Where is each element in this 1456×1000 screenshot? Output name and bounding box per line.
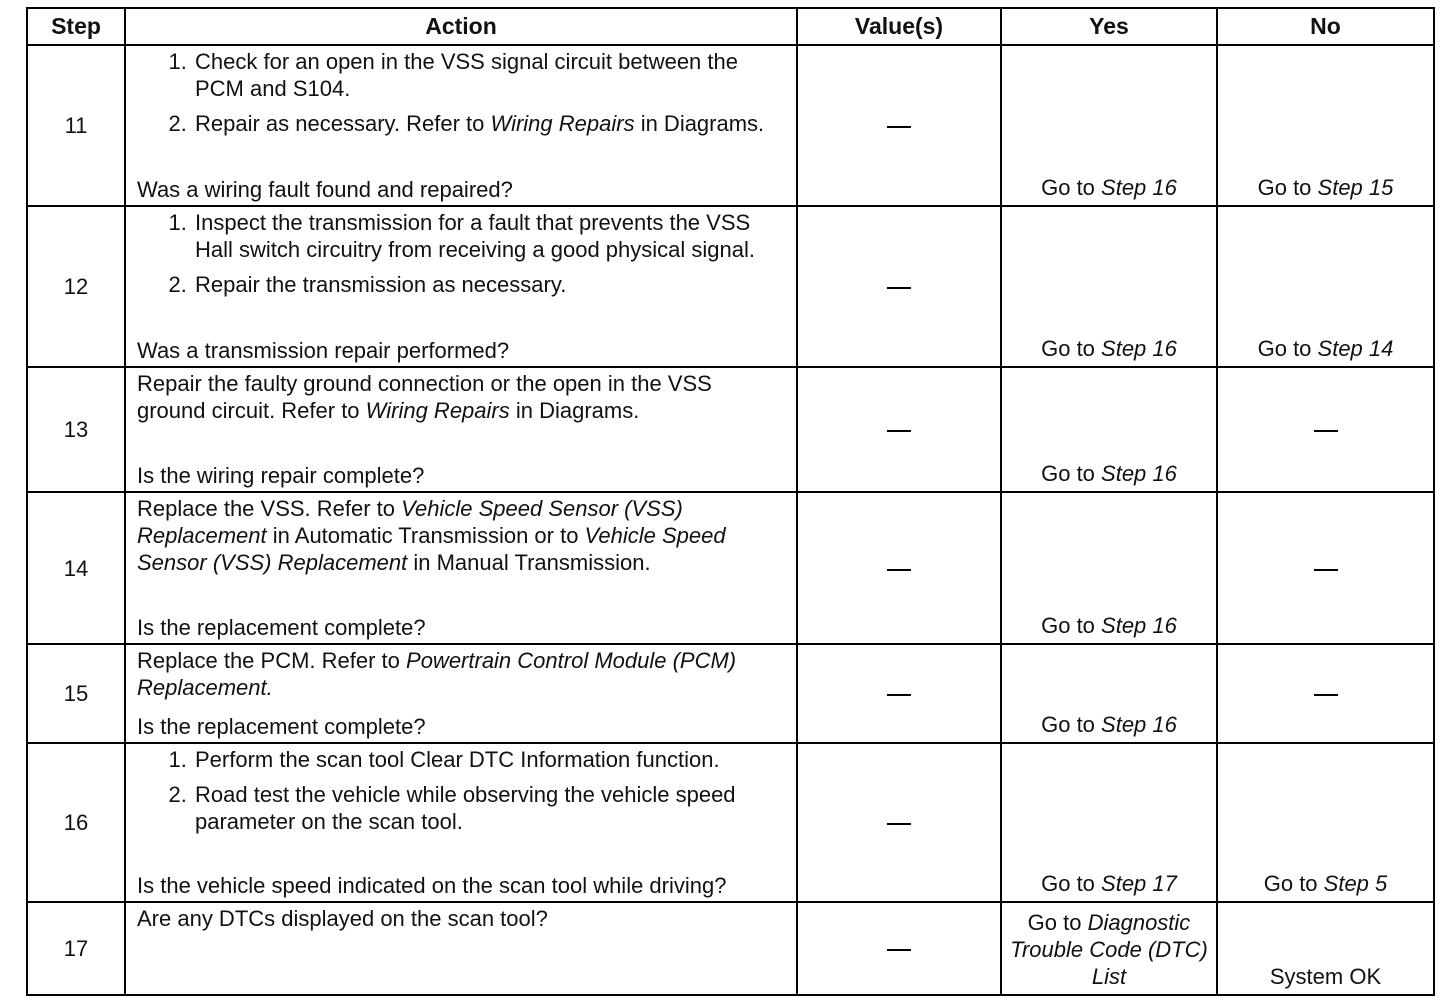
- yes-cell: Go to Diagnostic Trouble Code (DTC) List: [1001, 902, 1217, 995]
- action-question: Was a transmission repair performed?: [137, 338, 510, 363]
- action-question: Is the replacement complete?: [137, 714, 426, 739]
- action-text: Repair the faulty ground connection or the open in the VSS ground circuit. Refer to Wiring Repairs in Diagrams.: [137, 371, 712, 423]
- yes-cell: Go to Step 16: [1001, 367, 1217, 492]
- dash: [887, 430, 911, 432]
- dash: [887, 569, 911, 571]
- no-cell: [1217, 492, 1434, 644]
- dash: [887, 949, 911, 951]
- action-step: 1. Inspect the transmission for a fault that prevents the VSS Hall switch circuitry from receiving a good physical signal.: [193, 209, 786, 263]
- header-step: Step: [27, 8, 125, 45]
- values-cell: [797, 367, 1001, 492]
- dash: [887, 823, 911, 825]
- yes-cell: Go to Step 16: [1001, 206, 1217, 367]
- header-no: No: [1217, 8, 1434, 45]
- action-question: Are any DTCs displayed on the scan tool?: [137, 906, 548, 931]
- step-number: 16: [27, 743, 125, 902]
- action-question: Is the replacement complete?: [137, 615, 426, 640]
- action-question: Is the vehicle speed indicated on the scan tool while driving?: [137, 873, 727, 898]
- step-number: 15: [27, 644, 125, 743]
- values-cell: [797, 492, 1001, 644]
- action-question: Is the wiring repair complete?: [137, 463, 425, 488]
- dash: [887, 126, 911, 128]
- step-number: 12: [27, 206, 125, 367]
- action-question: Was a wiring fault found and repaired?: [137, 177, 513, 202]
- step-number: 17: [27, 902, 125, 995]
- dash: [1314, 569, 1338, 571]
- table-row: [27, 206, 1434, 367]
- step-number: 14: [27, 492, 125, 644]
- action-step: 2. Repair as necessary. Refer to Wiring Repairs in Diagrams.: [193, 110, 786, 137]
- values-cell: [797, 743, 1001, 902]
- dash: [1314, 694, 1338, 696]
- action-cell: [125, 743, 797, 902]
- action-cell: [125, 45, 797, 206]
- table-row: [27, 644, 1434, 743]
- table-row: [27, 492, 1434, 644]
- no-cell: Go to Step 5: [1217, 743, 1434, 902]
- step-number: 13: [27, 367, 125, 492]
- header-yes: Yes: [1001, 8, 1217, 45]
- action-cell: [125, 367, 797, 492]
- yes-cell: Go to Step 17: [1001, 743, 1217, 902]
- values-cell: [797, 644, 1001, 743]
- no-cell: Go to Step 14: [1217, 206, 1434, 367]
- values-cell: [797, 206, 1001, 367]
- action-cell: [125, 206, 797, 367]
- yes-cell: Go to Step 16: [1001, 644, 1217, 743]
- action-step: 2. Repair the transmission as necessary.: [193, 271, 786, 298]
- dash: [887, 287, 911, 289]
- header-values: Value(s): [797, 8, 1001, 45]
- no-cell: System OK: [1217, 902, 1434, 995]
- yes-cell: Go to Step 16: [1001, 492, 1217, 644]
- action-cell: [125, 902, 797, 995]
- action-text: Replace the VSS. Refer to Vehicle Speed Sensor (VSS) Replacement in Automatic Transmission or to Vehicle Speed Sensor (VSS) Replacement in Manual Transmission.: [137, 496, 726, 575]
- yes-cell: Go to Step 16: [1001, 45, 1217, 206]
- action-text: Replace the PCM. Refer to Powertrain Control Module (PCM) Replacement.: [137, 648, 737, 700]
- no-cell: [1217, 367, 1434, 492]
- table-row: [27, 367, 1434, 492]
- header-action: Action: [125, 8, 797, 45]
- action-step: 1. Perform the scan tool Clear DTC Information function.: [193, 746, 786, 773]
- step-number: 11: [27, 45, 125, 206]
- table-row: [27, 743, 1434, 902]
- table-row: [27, 45, 1434, 206]
- action-step: 2. Road test the vehicle while observing the vehicle speed parameter on the scan tool.: [193, 781, 786, 835]
- diagnostic-table: [26, 7, 1435, 996]
- dash: [1314, 430, 1338, 432]
- no-cell: Go to Step 15: [1217, 45, 1434, 206]
- no-cell: [1217, 644, 1434, 743]
- table-row: [27, 902, 1434, 995]
- values-cell: [797, 45, 1001, 206]
- action-cell: [125, 644, 797, 743]
- action-cell: [125, 492, 797, 644]
- values-cell: [797, 902, 1001, 995]
- header-row: [27, 8, 1434, 45]
- dash: [887, 694, 911, 696]
- action-step: 1. Check for an open in the VSS signal circuit between the PCM and S104.: [193, 48, 786, 102]
